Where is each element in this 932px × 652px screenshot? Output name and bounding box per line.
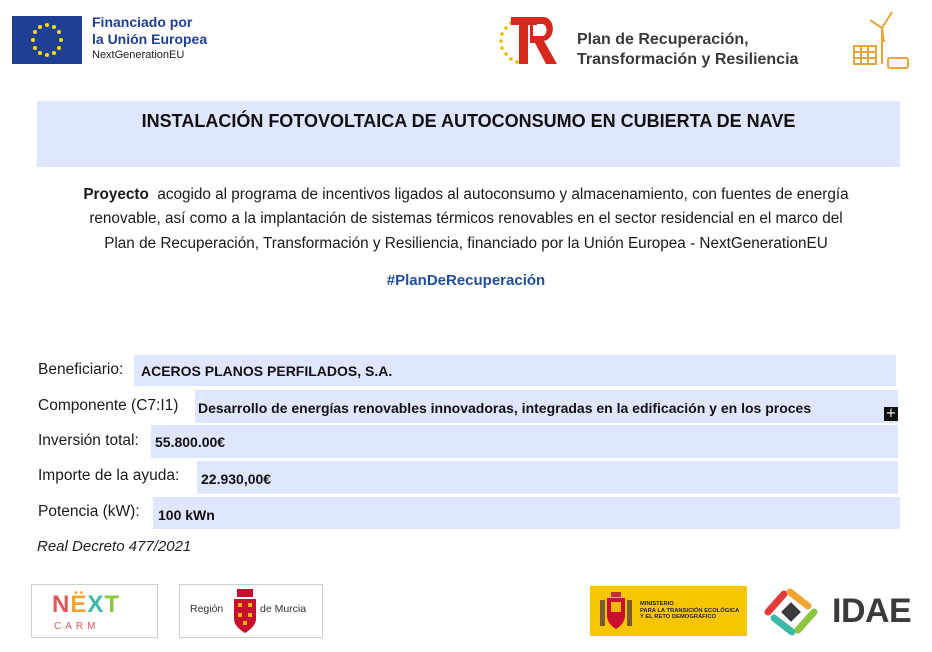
project-description bbox=[30, 183, 902, 256]
tr-logo-icon bbox=[497, 12, 563, 70]
eu-flag-icon bbox=[12, 16, 82, 64]
project-lead: Proyecto bbox=[83, 186, 149, 203]
componente-value: Desarrollo de energías renovables innovadoras, integradas en la edificación y en los proces bbox=[198, 400, 812, 416]
inversion-value: 55.800.00€ bbox=[155, 434, 226, 450]
potencia-field bbox=[153, 497, 900, 529]
inversion-label: Inversión total: bbox=[38, 432, 139, 449]
eu-line3: NextGenerationEU bbox=[92, 49, 185, 62]
idae-wordmark: IDAE bbox=[832, 592, 912, 630]
ministerio-line2: PARA LA TRANSICIÓN ECOLÓGICA bbox=[640, 607, 740, 614]
project-text-line1: acogido al programa de incentivos ligados al autoconsumo y almacenamiento, con fuentes de energía bbox=[157, 186, 849, 203]
eu-line2: la Unión Europea bbox=[92, 30, 208, 47]
murcia-right-text: de Murcia bbox=[260, 603, 307, 615]
solar-wind-energy-icon bbox=[848, 8, 914, 74]
spain-coat-of-arms-icon bbox=[598, 592, 634, 630]
beneficiario-value: ACEROS PLANOS PERFILADOS, S.A. bbox=[141, 363, 393, 379]
ayuda-value: 22.930,00€ bbox=[201, 471, 272, 487]
ministerio-line3: Y EL RETO DEMOGRÁFICO bbox=[640, 614, 717, 621]
plan-recuperacion-text bbox=[577, 30, 798, 70]
hashtag: #PlanDeRecuperación bbox=[386, 272, 546, 289]
plan-line2: Transformación y Resiliencia bbox=[577, 51, 799, 68]
eu-line1: Financiado por bbox=[92, 14, 193, 30]
ministerio-line1: MINISTERIO bbox=[640, 601, 674, 607]
potencia-value: 100 kWn bbox=[158, 507, 215, 523]
murcia-shield-icon bbox=[232, 589, 258, 633]
ayuda-label: Importe de la ayuda: bbox=[38, 467, 180, 484]
murcia-left-text: Región bbox=[190, 603, 224, 615]
real-decreto: Real Decreto 477/2021 bbox=[37, 538, 192, 555]
next-sub: CARM bbox=[54, 621, 100, 632]
plan-line1: Plan de Recuperación, bbox=[577, 31, 749, 48]
ministerio-text bbox=[640, 601, 739, 621]
next-word: NËXT bbox=[52, 591, 121, 618]
project-text-line2: renovable, así como a la implantación de sistemas térmicos renovables en el sector residencial en el marco del bbox=[89, 210, 843, 228]
potencia-label: Potencia (kW): bbox=[38, 503, 140, 520]
eu-funding-text bbox=[92, 14, 207, 62]
ministerio-logo bbox=[590, 586, 747, 636]
expand-icon[interactable]: + bbox=[885, 406, 897, 421]
ayuda-field bbox=[197, 461, 898, 494]
inversion-field bbox=[151, 425, 898, 458]
region-murcia-logo bbox=[179, 584, 323, 638]
componente-label: Componente (C7:I1) bbox=[38, 397, 179, 414]
next-carm-logo bbox=[31, 584, 158, 638]
page-title: INSTALACIÓN FOTOVOLTAICA DE AUTOCONSUMO EN CUBIERTA DE NAVE bbox=[141, 111, 796, 131]
idae-logo-icon bbox=[760, 586, 822, 638]
project-text-line3: Plan de Recuperación, Transformación y Resiliencia, financiado por la Unión Europea - NextGenerationEU bbox=[104, 234, 828, 252]
beneficiario-label: Beneficiario: bbox=[38, 361, 124, 378]
